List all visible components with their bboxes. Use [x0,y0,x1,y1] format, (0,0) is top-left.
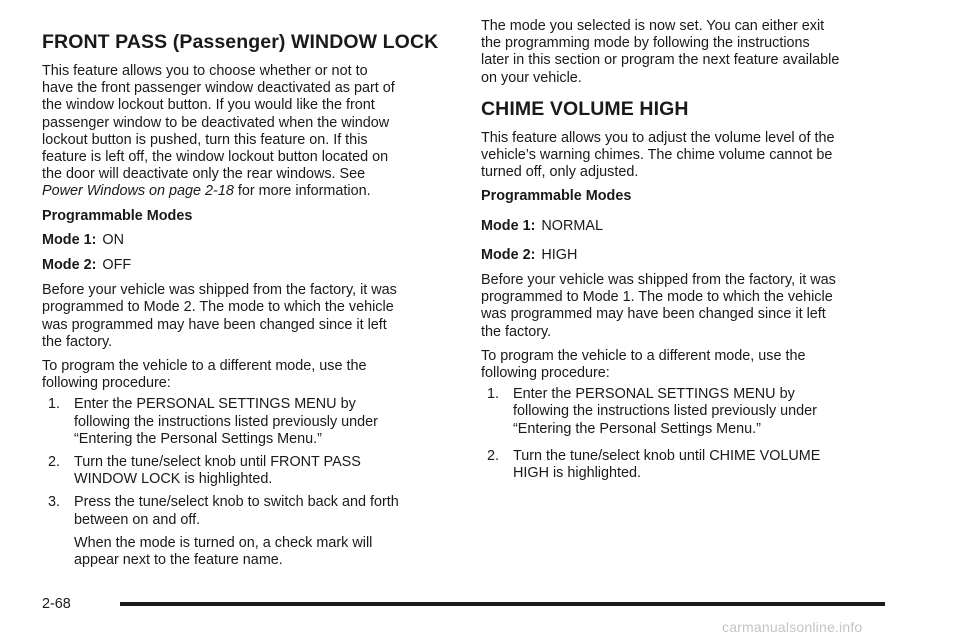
mode-1-label: Mode 1: [481,217,536,234]
mode-2-label: Mode 2: [481,246,536,263]
text-line: Enter the PERSONAL SETTINGS MENU by [513,386,795,403]
mode-2-row [481,247,901,264]
text-line: the factory. [42,333,113,350]
step-item [481,386,901,438]
programmable-modes-heading: Programmable Modes [481,188,632,205]
text-line: appear next to the feature name. [74,552,283,569]
step-number: 3. [48,494,61,511]
step-number: 1. [48,396,61,413]
text-line: programmed to Mode 2. The mode to which the vehicle [42,299,394,316]
text-line: following procedure: [481,365,610,382]
text-line: programmed to Mode 1. The mode to which the vehicle [481,289,833,306]
text-line: the factory. [481,323,552,340]
text-line: passenger window to be deactivated when the window [42,114,390,131]
text-line: following the instructions listed previously under [74,413,378,430]
text-line: the window lockout button. If you would like the front [42,97,375,114]
step-item [42,494,457,528]
checkmark-note [42,535,457,569]
text-line: WINDOW LOCK is highlighted. [74,471,273,488]
text-line: Turn the tune/select knob until CHIME VOLUME [513,447,821,464]
text-line: HIGH is highlighted. [513,465,641,482]
mode-1-label: Mode 1: [42,231,97,248]
intro-paragraph [481,130,901,182]
mode-set-paragraph [481,18,901,87]
text-line: To program the vehicle to a different mode, use the [42,358,367,375]
text-line: was programmed may have been changed since it left [42,316,387,333]
left-column [42,31,457,576]
text-line: lockout button is pushed, turn this feature on. If this [42,131,368,148]
mode-2-value: OFF [102,257,132,274]
text-line: “Entering the Personal Settings Menu.” [513,420,761,437]
text-line: was programmed may have been changed since it left [481,306,826,323]
procedure-intro-paragraph [42,358,457,392]
power-windows-reference-link[interactable]: Power Windows on page 2-18 [42,183,234,200]
section-title-front-pass-window-lock: FRONT PASS (Passenger) WINDOW LOCK [42,31,439,53]
text-line: have the front passenger window deactivated as part of [42,80,395,97]
factory-default-paragraph [481,272,901,341]
mode-1-row [42,232,457,249]
step-item [42,454,457,488]
text-line: “Entering the Personal Settings Menu.” [74,430,322,447]
text-line: on your vehicle. [481,69,582,86]
factory-default-paragraph [42,282,457,351]
text-line: Enter the PERSONAL SETTINGS MENU by [74,396,356,413]
step-number: 2. [487,447,500,464]
text-line: feature is left off, the window lockout button located on [42,149,389,166]
mode-1-value: NORMAL [541,217,603,234]
footer-divider [120,602,885,606]
text-line: later in this section or program the next feature available [481,52,840,69]
text-line: for more information. [233,183,371,200]
text-line: The mode you selected is now set. You can either exit [481,18,825,34]
mode-1-value: ON [102,231,124,248]
text-line: between on and off. [74,511,201,528]
page-number: 2-68 [42,596,71,612]
procedure-steps [42,396,457,528]
mode-1-row [481,218,901,235]
text-line: This feature allows you to choose whether or not to [42,63,368,79]
step-item [481,448,901,482]
section-title-chime-volume-high: CHIME VOLUME HIGH [481,97,689,120]
mode-2-label: Mode 2: [42,257,97,274]
text-line: When the mode is turned on, a check mark will [74,534,373,551]
text-line: turned off, only adjusted. [481,164,639,181]
watermark: carmanualsonline.info [722,619,863,635]
text-line: Before your vehicle was shipped from the factory, it was [481,272,836,289]
text-line: This feature allows you to adjust the volume level of the [481,129,835,146]
step-number: 2. [48,454,61,471]
right-column [481,18,901,488]
text-line: following procedure: [42,375,171,392]
programmable-modes-heading: Programmable Modes [42,207,193,224]
text-line: the programming mode by following the instructions [481,35,810,52]
text-line: vehicle’s warning chimes. The chime volume cannot be [481,147,833,164]
mode-2-value: HIGH [541,246,578,263]
text-line: the door will deactivate only the rear windows. See [42,166,366,183]
procedure-intro-paragraph [481,348,901,382]
text-line: Press the tune/select knob to switch back and forth [74,494,399,511]
intro-paragraph [42,63,457,201]
step-item [42,396,457,448]
text-line: Before your vehicle was shipped from the factory, it was [42,282,397,299]
procedure-steps [481,386,901,482]
step-number: 1. [487,386,500,403]
text-line: Turn the tune/select knob until FRONT PASS [74,454,361,471]
text-line: following the instructions listed previously under [513,403,817,420]
mode-2-row [42,257,457,274]
text-line: To program the vehicle to a different mode, use the [481,347,806,364]
